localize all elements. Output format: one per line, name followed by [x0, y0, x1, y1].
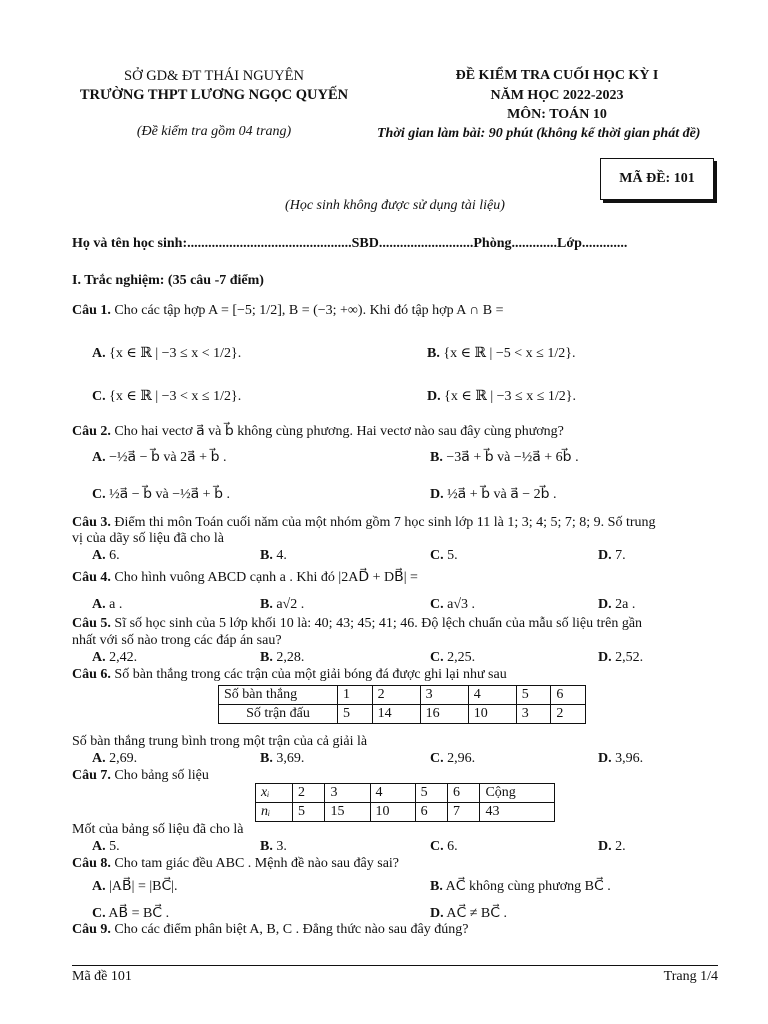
option-label: D.	[598, 548, 612, 563]
student-info-line: Họ và tên học sinh:...............................................SBD...........................Phòng.............Lớp.............	[72, 236, 628, 251]
footer-exam-code: Mã đề 101	[72, 969, 132, 984]
question-label: Câu 4.	[72, 570, 111, 585]
table-cell: 6	[448, 784, 480, 803]
option-label: C.	[430, 839, 444, 854]
table-cell: 2	[372, 686, 420, 705]
q5-option-b[interactable]	[260, 650, 304, 666]
q1-option-c[interactable]	[92, 388, 241, 405]
option-text: {x ∈ ℝ | −3 < x ≤ 1/2}.	[109, 389, 242, 404]
option-label: D.	[598, 751, 612, 766]
q5-option-d[interactable]	[598, 650, 643, 666]
table-cell: 4	[468, 686, 516, 705]
table-cell: 43	[480, 803, 555, 822]
q5-option-c[interactable]	[430, 650, 475, 666]
question-label: Câu 7.	[72, 768, 111, 783]
table-cell: Số trận đấu	[219, 705, 338, 724]
question-9	[72, 922, 468, 938]
time-limit: Thời gian làm bài: 90 phút (không kể thời gian phát đề)	[377, 126, 701, 141]
option-text: a√3 .	[447, 597, 476, 612]
q8-option-d[interactable]	[430, 905, 507, 922]
option-label: B.	[260, 548, 273, 563]
question-text: Cho bảng số liệu	[114, 768, 209, 783]
q3-option-b[interactable]	[260, 548, 287, 564]
option-label: B.	[427, 346, 440, 361]
option-text: |AB⃗| = |BC⃗|.	[109, 879, 178, 894]
option-text: 2,25.	[447, 650, 476, 665]
option-label: C.	[92, 906, 106, 921]
option-text: 2,42.	[109, 650, 138, 665]
option-label: B.	[260, 751, 273, 766]
option-text: 6.	[109, 548, 120, 563]
option-text: 5.	[447, 548, 458, 563]
no-materials-note: (Học sinh không được sử dụng tài liệu)	[285, 198, 505, 213]
table-cell: 10	[468, 705, 516, 724]
table-cell: 5	[415, 784, 447, 803]
option-text: 2a .	[615, 597, 636, 612]
option-label: A.	[92, 839, 106, 854]
option-label: A.	[92, 879, 106, 894]
question-6	[72, 667, 507, 683]
question-1	[72, 303, 504, 319]
table-row	[256, 803, 555, 822]
question-label: Câu 1.	[72, 303, 111, 318]
table-cell: 14	[372, 705, 420, 724]
option-text: −3a⃗ + b⃗ và −½a⃗ + 6b⃗ .	[446, 450, 579, 465]
question-6-continued: Số bàn thắng trung bình trong một trận của cả giải là	[72, 734, 368, 749]
q1-option-b[interactable]	[427, 345, 575, 362]
option-text: AC⃗ ≠ BC⃗ .	[446, 906, 508, 921]
table-cell: 6	[415, 803, 447, 822]
question-label: Câu 8.	[72, 856, 111, 871]
table-cell: 3	[516, 705, 551, 724]
option-text: 7.	[615, 548, 626, 563]
option-text: 6.	[447, 839, 458, 854]
table-cell: Số bàn thắng	[219, 686, 338, 705]
table-cell: 4	[370, 784, 415, 803]
question-3-continued: vị của dãy số liệu đã cho là	[72, 531, 225, 546]
department-name: SỞ GD& ĐT THÁI NGUYÊN	[124, 68, 304, 84]
frequency-table	[255, 783, 555, 822]
question-text: Cho các tập hợp A = [−5; 1/2], B = (−3; +∞). Khi đó tập hợp A ∩ B =	[114, 303, 504, 318]
option-text: 2,96.	[447, 751, 476, 766]
table-cell: 16	[420, 705, 468, 724]
school-name: TRƯỜNG THPT LƯƠNG NGỌC QUYẾN	[79, 87, 349, 103]
option-label: D.	[430, 487, 444, 502]
question-text: Sĩ số học sinh của 5 lớp khối 10 là: 40; 43; 45; 41; 46. Độ lệch chuẩn của mẫu số liệu trên gần	[114, 616, 643, 631]
question-text: Cho hai vectơ a⃗ và b⃗ không cùng phương. Hai vectơ nào sau đây cùng phương?	[114, 424, 564, 439]
option-text: −½a⃗ − b⃗ và 2a⃗ + b⃗ .	[109, 450, 227, 465]
option-text: {x ∈ ℝ | −5 < x ≤ 1/2}.	[443, 346, 576, 361]
q6-option-b[interactable]	[260, 751, 304, 767]
table-row	[256, 784, 555, 803]
q5-option-a[interactable]	[92, 650, 137, 666]
q4-option-a[interactable]	[92, 597, 122, 613]
option-label: A.	[92, 548, 106, 563]
option-label: C.	[92, 487, 106, 502]
option-label: B.	[260, 597, 273, 612]
option-label: B.	[430, 879, 443, 894]
footer-divider	[72, 965, 718, 966]
option-label: A.	[92, 751, 106, 766]
option-label: D.	[598, 650, 612, 665]
option-text: AC⃗ không cùng phương BC⃗ .	[445, 879, 611, 894]
exam-code-box: MÃ ĐỀ: 101	[600, 158, 714, 200]
question-8	[72, 856, 399, 872]
option-label: B.	[260, 650, 273, 665]
table-cell: 2	[551, 705, 586, 724]
table-cell: Cộng	[480, 784, 555, 803]
page-count-note: (Đề kiểm tra gồm 04 trang)	[136, 124, 292, 139]
table-cell: 10	[370, 803, 415, 822]
q6-option-c[interactable]	[430, 751, 475, 767]
table-cell: 6	[551, 686, 586, 705]
q3-option-d[interactable]	[598, 548, 626, 564]
option-text: 5.	[109, 839, 120, 854]
option-label: B.	[430, 450, 443, 465]
table-row	[219, 705, 586, 724]
table-cell: nᵢ	[256, 803, 293, 822]
table-row	[219, 686, 586, 705]
q2-option-a[interactable]	[92, 449, 226, 466]
q6-option-d[interactable]	[598, 751, 643, 767]
q8-option-b[interactable]	[430, 878, 611, 895]
option-text: 4.	[276, 548, 287, 563]
table-cell: 7	[448, 803, 480, 822]
option-label: C.	[430, 597, 444, 612]
q1-option-a[interactable]	[92, 345, 241, 362]
question-5	[72, 616, 642, 632]
option-label: D.	[598, 597, 612, 612]
goals-table	[218, 685, 586, 724]
option-label: B.	[260, 839, 273, 854]
q7-option-b[interactable]	[260, 839, 287, 855]
option-text: 3,69.	[276, 751, 305, 766]
option-text: a .	[109, 597, 123, 612]
q1-option-d[interactable]	[427, 388, 576, 405]
exam-title: ĐỀ KIỂM TRA CUỐI HỌC KỲ I	[455, 68, 659, 83]
question-text: Số bàn thắng trong các trận của một giải bóng đá được ghi lại như sau	[114, 667, 507, 682]
option-text: 2,69.	[109, 751, 138, 766]
table-cell: 3	[325, 784, 370, 803]
school-year: NĂM HỌC 2022-2023	[490, 88, 624, 103]
page-number: Trang 1/4	[663, 969, 718, 984]
q8-option-a[interactable]	[92, 878, 178, 895]
q2-option-c[interactable]	[92, 486, 230, 503]
q4-option-c[interactable]	[430, 597, 475, 613]
question-label: Câu 3.	[72, 515, 111, 530]
question-2	[72, 423, 564, 440]
q4-option-b[interactable]	[260, 597, 304, 613]
option-label: D.	[427, 389, 441, 404]
q8-option-c[interactable]	[92, 905, 169, 922]
option-label: A.	[92, 450, 106, 465]
option-label: C.	[430, 751, 444, 766]
q7-option-a[interactable]	[92, 839, 120, 855]
option-text: {x ∈ ℝ | −3 ≤ x < 1/2}.	[109, 346, 242, 361]
option-label: D.	[430, 906, 444, 921]
question-7	[72, 768, 209, 784]
option-text: a√2 .	[276, 597, 305, 612]
option-label: A.	[92, 650, 106, 665]
table-cell: 1	[338, 686, 373, 705]
question-label: Câu 9.	[72, 922, 111, 937]
option-label: C.	[430, 548, 444, 563]
option-text: 2.	[615, 839, 626, 854]
q3-option-a[interactable]	[92, 548, 120, 564]
question-7-continued: Mốt của bảng số liệu đã cho là	[72, 822, 244, 837]
table-cell: 5	[293, 803, 325, 822]
question-3	[72, 515, 656, 531]
question-label: Câu 6.	[72, 667, 111, 682]
option-text: 2,28.	[276, 650, 305, 665]
question-text: Cho tam giác đều ABC . Mệnh đề nào sau đây sai?	[114, 856, 400, 871]
option-label: A.	[92, 597, 106, 612]
question-text: Điểm thi môn Toán cuối năm của một nhóm gồm 7 học sinh lớp 11 là 1; 3; 4; 5; 7; 8; 9. Số trung	[114, 515, 656, 530]
question-text: Cho hình vuông ABCD cạnh a . Khi đó |2AD⃗ + DB⃗| =	[114, 570, 418, 585]
q4-option-d[interactable]	[598, 597, 635, 613]
table-cell: 15	[325, 803, 370, 822]
table-cell: 5	[338, 705, 373, 724]
option-label: A.	[92, 346, 106, 361]
question-4	[72, 569, 418, 586]
table-cell: xᵢ	[256, 784, 293, 803]
option-text: AB⃗ = BC⃗ .	[108, 906, 170, 921]
option-label: C.	[92, 389, 106, 404]
q2-option-b[interactable]	[430, 449, 579, 466]
q2-option-d[interactable]	[430, 486, 557, 503]
table-cell: 5	[516, 686, 551, 705]
question-label: Câu 5.	[72, 616, 111, 631]
table-cell: 2	[293, 784, 325, 803]
option-text: ½a⃗ − b⃗ và −½a⃗ + b⃗ .	[109, 487, 230, 502]
subject: MÔN: TOÁN 10	[507, 107, 607, 122]
q7-option-d[interactable]	[598, 839, 626, 855]
question-label: Câu 2.	[72, 424, 111, 439]
q6-option-a[interactable]	[92, 751, 137, 767]
option-label: C.	[430, 650, 444, 665]
option-text: {x ∈ ℝ | −3 ≤ x ≤ 1/2}.	[444, 389, 577, 404]
option-label: D.	[598, 839, 612, 854]
question-5-continued: nhất với số nào trong các đáp án sau?	[72, 633, 282, 648]
section-title: I. Trắc nghiệm: (35 câu -7 điểm)	[72, 273, 264, 288]
option-text: 3,96.	[615, 751, 644, 766]
option-text: 2,52.	[615, 650, 644, 665]
q3-option-c[interactable]	[430, 548, 458, 564]
table-cell: 3	[420, 686, 468, 705]
q7-option-c[interactable]	[430, 839, 458, 855]
option-text: 3.	[276, 839, 287, 854]
question-text: Cho các điểm phân biệt A, B, C . Đẳng thức nào sau đây đúng?	[114, 922, 469, 937]
option-text: ½a⃗ + b⃗ và a⃗ − 2b⃗ .	[447, 487, 557, 502]
